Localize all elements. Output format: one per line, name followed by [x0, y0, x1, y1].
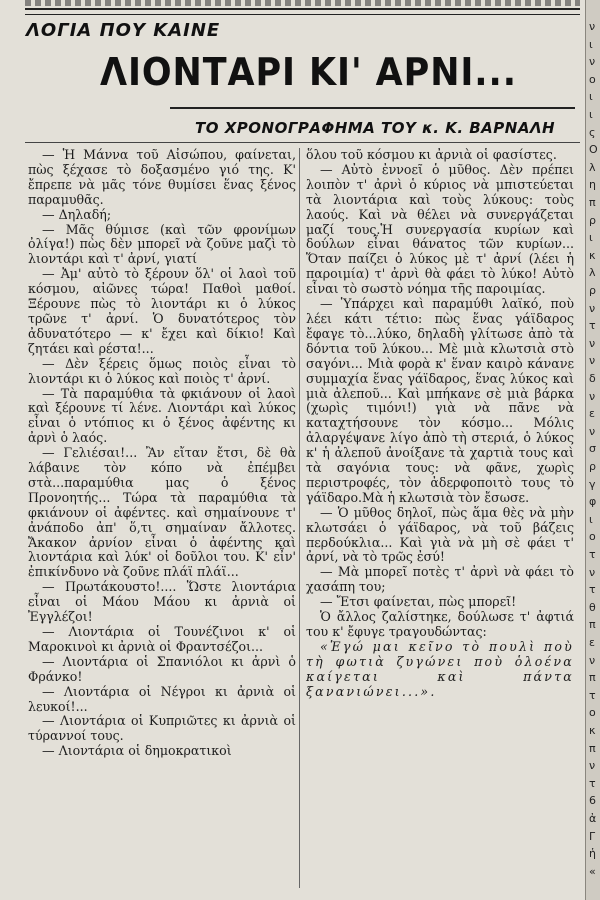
paragraph: — Δὲν ξέρεις ὅμως ποιὸς εἶναι τὸ λιοντάρι κι ὁ λύκος καὶ ποιὸς τ' ἀρνί.: [28, 355, 296, 386]
edge-fragment: ν: [589, 354, 596, 368]
edge-fragment: ἀ: [589, 812, 597, 825]
edge-fragment: π: [589, 196, 596, 209]
edge-fragment: τ: [589, 548, 596, 561]
edge-fragment: γ: [589, 477, 596, 491]
poem-verse: «Ἐγώ μαι κεῖνο τὸ πουλὶ ποὺ τὴ φωτιὰ ζυγώνει ποὺ ὁλοένα καίγεται καὶ πάντα ξανανιώνει...».: [306, 638, 574, 699]
paragraph: — Μᾶς θύμισε (καὶ τῶν φρονίμων ὀλίγα!) πὼς δὲν μπορεῖ νὰ ζοῦνε μαζὶ τὸ λιοντάρι καὶ τ' ἀρνί, γιατί: [28, 221, 296, 267]
edge-fragment: ν: [589, 424, 596, 438]
edge-fragment: ς: [589, 125, 596, 139]
edge-fragment: ν: [589, 336, 596, 350]
top-rule: [25, 8, 580, 15]
paragraph: — Λιοντάρια οἱ Τουνέζινοι κ' οἱ Μαροκινοὶ κι ἀρνιὰ οἱ Φραντσέζοι...: [28, 624, 296, 654]
column-divider: [299, 148, 300, 888]
left-column: [28, 148, 296, 759]
paragraph: — Αὐτὸ ἐννοεῖ ὁ μῦθος. Δὲν πρέπει λοιπὸν τ' ἀρνὶ ὁ κύριος νὰ μπιστεύεται τὰ λιοντάρια καὶ τοὺς λύκους: τοὺς λαούς. Καὶ νὰ θέλει νὰ συνεργάζεται μαζί τους.Ἡ συνεργασία κυρίων καὶ δούλων εἶναι θάνατος τῶν κυρίων... Ὅταν παίζει ὁ λύκος μὲ τ' ἀρνί (λέει ἡ παροιμία) τ' ἀρνὶ θὰ φάει τὸ λύκο! Αὐτὸ εἶναι τὸ σωστὸ νόημα τῆς παροιμίας.: [306, 161, 574, 297]
edge-fragment: ο: [589, 530, 596, 544]
paragraph: — Λιοντάρια οἱ Σπανιόλοι κι ἀρνὶ ὁ Φράνκο!: [28, 653, 296, 684]
edge-fragment: ν: [589, 20, 596, 33]
top-dash-border: [25, 0, 580, 6]
edge-fragment: ι: [589, 37, 593, 51]
right-column: [306, 148, 574, 700]
edge-fragment: ν: [589, 759, 596, 773]
paragraph: — Μὰ μπορεῖ ποτὲς τ' ἀρνὶ νὰ φάει τὸ χασάπη του;: [306, 564, 574, 595]
edge-fragment: π: [589, 618, 596, 632]
edge-fragment: ἡ: [589, 847, 596, 861]
edge-fragment: τ: [589, 776, 596, 790]
edge-fragment: δ: [589, 372, 596, 385]
edge-fragment: φ: [589, 495, 597, 509]
edge-fragment: τ: [589, 319, 596, 333]
edge-fragment: κ: [589, 248, 596, 262]
adjacent-column-edge: [585, 0, 600, 900]
edge-fragment: ρ: [589, 213, 596, 227]
kicker: ΛΟΓΙΑ ΠΟΥ ΚΑΙΝΕ: [26, 20, 221, 41]
paragraph: — Ἡ Μάννα τοῦ Αἰσώπου, φαίνεται, πὼς ξέχασε τὸ δοξασμένο γιό της. Κ' ἔπρεπε νὰ μᾶς τόνε θυμίσει ἕνας ξένος παραμυθᾶς.: [28, 147, 296, 207]
edge-fragment: ε: [589, 407, 595, 421]
edge-fragment: ν: [589, 389, 596, 403]
edge-fragment: ν: [589, 653, 596, 667]
headline-rule: [170, 107, 575, 109]
paragraph: — Ὑπάρχει καὶ παραμύθι λαϊκό, ποὺ λέει κάτι τέτιο: πὼς ἕνας γάϊδαρος ἔφαγε τὸ...λύκο, δηλαδὴ γλίτωσε ἀπὸ τὰ δόντια τοῦ λύκου... Μὲ μιὰ κλωτσιὰ στὸ σαγόνι... Μιὰ φορὰ κ' ἕναν καιρὸ κάνανε συμμαχία ἕνας γάϊδαρος, ἕνας λύκος καὶ μιὰ ἀλεποῦ... Καὶ μπήκανε σὲ μιὰ βάρκα (χωρὶς τιμόνι!) γιὰ νὰ πᾶνε νὰ καταχτήσουνε τὸν κόσμο... Μόλις ἀλαργέψανε λίγο ἀπὸ τὴ στεριά, ὁ λύκος κ' ἡ ἀλεποῦ ἀνοίξανε τὰ χαρτιὰ τους καὶ τὰ σαγόνια τους: νὰ φᾶνε, χωρὶς περιστροφές, τὸν ἀδερφοποιτὸ τους τὸ γάϊδαρο.Μὰ ἡ κλωτσιὰ τὸν ἔσωσε.: [306, 296, 574, 505]
edge-fragment: κ: [589, 724, 596, 737]
edge-fragment: σ: [589, 442, 596, 456]
paragraph: ὅλου τοῦ κόσμου κι ἀρνιὰ οἱ φασίστες.: [306, 147, 557, 162]
paragraph: — Λιοντάρια οἱ Νέγροι κι ἀρνιὰ οἱ λευκοί!...: [28, 683, 296, 714]
paragraph: — Γελιέσαι!... Ἂν εἴταν ἔτσι, δὲ θὰ λάβαινε τὸν κόπο νὰ ἐπέμβει στὰ...παραμύθια μας ὁ ξένος Προνοητής... Τώρα τὰ παραμύθια τὰ φκιάνουν οἱ ἀφέντες. καὶ σημαίνουνε τ' ἀνάποδο ἀπ' ὅ,τι σημαίναν ἄλλοτες. Ἄκακον ἀρνίον εἶναι ὁ ἀφέντης καὶ λιοντάρια καὶ λύκ' οἱ δοῦλοι του. Κ' εἶν' ἐπικίνδυνο νὰ ζοῦνε πλάϊ πλάϊ...: [28, 445, 296, 580]
edge-fragment: ο: [589, 72, 596, 86]
paragraph: — Δηλαδή;: [42, 206, 112, 222]
edge-fragment: τ: [589, 688, 596, 702]
paragraph: — Πρωτάκουστο!.... Ὥστε λιοντάρια εἶναι οἱ Μάου Μάου κι ἀρνιὰ οἱ Ἐγγλέζοι!: [28, 579, 296, 625]
edge-fragment: ρ: [589, 284, 596, 297]
edge-fragment: Ο: [589, 143, 598, 157]
edge-fragment: ν: [589, 565, 596, 579]
edge-fragment: ρ: [589, 460, 596, 473]
edge-fragment: Γ: [589, 829, 596, 843]
edge-fragment: ι: [589, 90, 593, 104]
edge-fragment: ι: [589, 108, 593, 121]
paragraph: — Ἔτσι φαίνεται, πὼς μπορεῖ!: [320, 594, 517, 610]
paragraph: — Ἀμ' αὐτὸ τὸ ξέρουν ὅλ' οἱ λαοὶ τοῦ κόσμου, αἰῶνες τώρα! Παθοὶ μαθοί. Ξέρουνε πὼς τὸ λιοντάρι κι ὁ λύκος τρῶνε τ' ἀρνί. Ὁ δυνατότερος τὸν ἀδυνατότερο — κ' ἔχει καὶ δίκιο! Καὶ ζητάει καὶ ρέστα!...: [28, 266, 296, 356]
edge-fragment: ν: [589, 301, 596, 315]
edge-fragment: π: [589, 671, 596, 685]
edge-fragment: ε: [589, 636, 595, 649]
edge-fragment: ι: [589, 231, 593, 245]
edge-fragment: τ: [589, 583, 596, 597]
edge-fragment: θ: [589, 600, 596, 614]
edge-fragment: λ: [589, 266, 596, 280]
paragraph: — Τὰ παραμύθια τὰ φκιάνουν οἱ λαοὶ καὶ ξέρουνε τί λένε. Λιοντάρι καὶ λύκος εἶναι ὁ ντόπιος κι ὁ ξένος ἀφέντης κι ἀρνὶ ὁ λαός.: [28, 385, 296, 446]
byline-rule: [25, 142, 580, 143]
edge-fragment: ο: [589, 706, 596, 720]
edge-fragment: ν: [589, 55, 596, 69]
edge-fragment: «: [589, 864, 596, 878]
paragraph: — Λιοντάρια οἱ Κυπριῶτες κι ἀρνιὰ οἱ τύραννοί τους.: [28, 713, 296, 744]
paragraph: — Λιοντάρια οἱ δημοκρατικοὶ: [42, 743, 232, 759]
edge-fragment: 6: [589, 794, 596, 808]
edge-fragment: η: [589, 178, 596, 192]
paragraph: Ὁ ἄλλος ζαλίστηκε, δούλωσε τ' ἀφτιά του κ' ἔφυγε τραγουδώντας:: [306, 609, 574, 639]
edge-fragment: λ: [589, 160, 596, 174]
edge-fragment: π: [589, 741, 596, 755]
edge-fragment: ι: [589, 512, 593, 526]
headline: ΛΙΟΝΤΑΡΙ ΚΙ' ΑΡΝΙ...: [100, 50, 517, 94]
paragraph: — Ὁ μῦθος δηλοῖ, πὼς ἅμα θὲς νὰ μὴν κλωτσάει ὁ γάϊδαρος, νὰ τοῦ βάζεις περδούκλια... Καὶ γιὰ νὰ μὴ σὲ φάει τ' ἀρνί, νὰ τὸ τρῶς ἐσύ!: [306, 504, 574, 565]
byline: ΤΟ ΧΡΟΝΟΓΡΑΦΗΜΑ ΤΟΥ κ. Κ. ΒΑΡΝΑΛΗ: [195, 119, 556, 137]
